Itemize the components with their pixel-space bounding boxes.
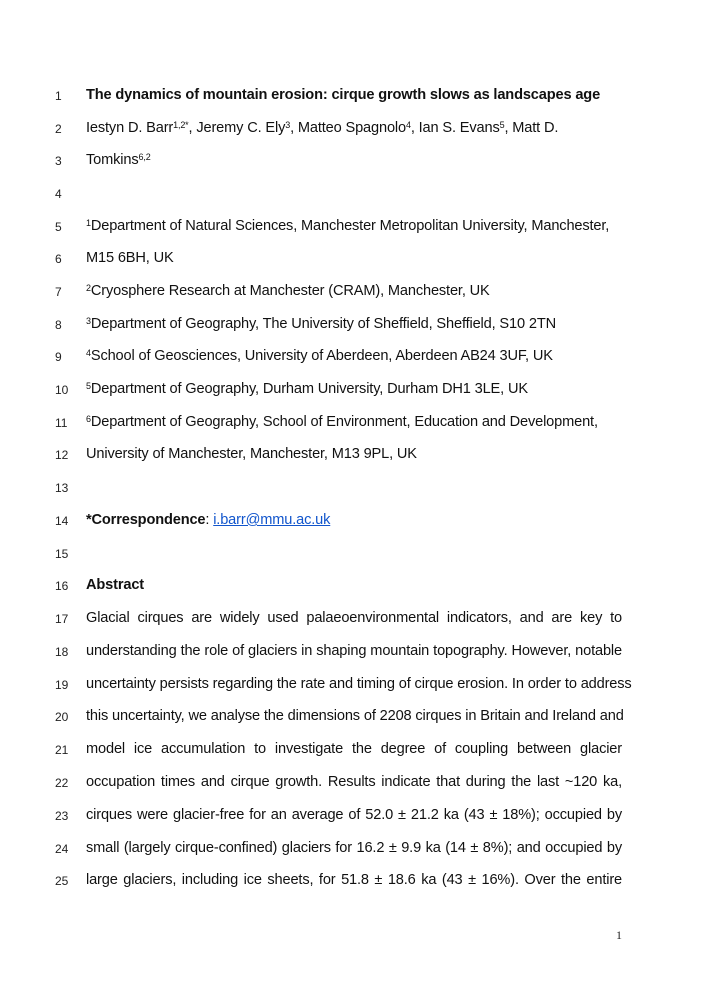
line-number: 15: [55, 547, 69, 561]
line-number: 25: [55, 874, 69, 888]
author-list: [86, 118, 622, 138]
affiliation-text: Department of Geography, Durham University, Durham DH1 3LE, UK: [90, 381, 528, 397]
line-number: 2: [55, 122, 62, 136]
abstract-heading: Abstract: [86, 577, 145, 593]
abstract-line: uncertainty persists regarding the rate and timing of cirque erosion. In order to address: [86, 676, 632, 692]
affiliation-text: Cryosphere Research at Manchester (CRAM), Manchester, UK: [90, 283, 490, 299]
author-name: , Matteo Spagnolo: [290, 120, 406, 136]
line-2: [0, 118, 707, 138]
affiliation-text: Department of Natural Sciences, Manchester Metropolitan University, Manchester,: [90, 218, 610, 234]
author-affiliation-sup: 5: [499, 120, 505, 130]
line-24: [0, 838, 707, 858]
affiliation: [86, 281, 622, 301]
correspondence: [86, 510, 622, 530]
affiliation: [86, 314, 622, 334]
affiliation-sup: 6: [86, 414, 91, 424]
author-name: , Jeremy C. Ely: [188, 120, 286, 136]
line-9: [0, 346, 707, 366]
affiliation: [86, 379, 622, 399]
abstract-line: large glaciers, including ice sheets, for 51.8 ± 18.6 ka (43 ± 16%). Over the entire: [86, 872, 622, 888]
abstract-line: this uncertainty, we analyse the dimensions of 2208 cirques in Britain and Ireland and: [86, 708, 624, 724]
line-11: [0, 412, 707, 432]
line-number: 22: [55, 776, 69, 790]
line-8: [0, 314, 707, 334]
line-15: [0, 543, 707, 563]
affiliation: [86, 248, 622, 268]
affiliation-sup: 4: [86, 348, 91, 358]
line-3: [0, 150, 707, 170]
line-number: 19: [55, 678, 69, 692]
affiliation-text: University of Manchester, Manchester, M13 9PL, UK: [86, 446, 417, 462]
line-number: 5: [55, 220, 62, 234]
affiliation: [86, 346, 622, 366]
correspondence-label: *Correspondence: [86, 512, 206, 528]
line-number: 3: [55, 154, 62, 168]
paper-title: The dynamics of mountain erosion: cirque growth slows as landscapes age: [86, 87, 601, 103]
author-list-continued: [86, 150, 622, 170]
line-number: 13: [55, 481, 69, 495]
page-number: 1: [616, 928, 622, 942]
affiliation-sup: 2: [86, 283, 91, 293]
line-number: 20: [55, 710, 69, 724]
abstract-line: cirques were glacier-free for an average of 52.0 ± 21.2 ka (43 ± 18%); occupied by: [86, 807, 622, 823]
affiliation-sup: 5: [86, 381, 91, 391]
affiliation: [86, 444, 622, 464]
line-number: 18: [55, 645, 69, 659]
author-name: , Ian S. Evans: [410, 120, 500, 136]
line-number: 10: [55, 383, 69, 397]
author-name: Iestyn D. Barr: [86, 120, 174, 136]
affiliation-sup: 1: [86, 218, 91, 228]
affiliation-text: Department of Geography, School of Environment, Education and Development,: [90, 414, 598, 430]
abstract-line: understanding the role of glaciers in shaping mountain topography. However, notable: [86, 643, 622, 659]
correspondence-email-link[interactable]: i.barr@mmu.ac.uk: [213, 512, 331, 528]
line-14: [0, 510, 707, 530]
line-10: [0, 379, 707, 399]
line-20: [0, 706, 707, 726]
author-affiliation-sup: 4: [405, 120, 411, 130]
author-name: Tomkins: [86, 152, 139, 168]
line-18: [0, 641, 707, 661]
line-6: [0, 248, 707, 268]
line-12: [0, 444, 707, 464]
line-23: [0, 805, 707, 825]
line-number: 14: [55, 514, 69, 528]
abstract-line: small (largely cirque-confined) glaciers for 16.2 ± 9.9 ka (14 ± 8%); and occupied by: [86, 840, 622, 856]
line-number: 4: [55, 187, 62, 201]
abstract-line: model ice accumulation to investigate the degree of coupling between glacier: [86, 741, 622, 757]
line-number: 8: [55, 318, 62, 332]
line-1: [0, 85, 707, 105]
affiliation-text: Department of Geography, The University of Sheffield, Sheffield, S10 2TN: [90, 316, 556, 332]
line-number: 16: [55, 579, 69, 593]
line-number: 21: [55, 743, 69, 757]
affiliation-text: School of Geosciences, University of Aberdeen, Aberdeen AB24 3UF, UK: [90, 348, 553, 364]
line-25: [0, 870, 707, 890]
author-name: , Matt D.: [504, 120, 559, 136]
abstract-line: Glacial cirques are widely used palaeoenvironmental indicators, and are key to: [86, 610, 622, 626]
line-17: [0, 608, 707, 628]
author-affiliation-sup: 1,2*: [173, 120, 189, 130]
line-number: 12: [55, 448, 69, 462]
line-number: 7: [55, 285, 62, 299]
line-7: [0, 281, 707, 301]
affiliation-text: M15 6BH, UK: [86, 250, 174, 266]
line-number: 1: [55, 89, 62, 103]
author-affiliation-sup: 3: [285, 120, 291, 130]
line-22: [0, 772, 707, 792]
line-number: 23: [55, 809, 69, 823]
line-21: [0, 739, 707, 759]
author-affiliation-sup: 6,2: [138, 152, 151, 162]
line-16: [0, 575, 707, 595]
line-4: [0, 183, 707, 203]
affiliation-sup: 3: [86, 316, 91, 326]
line-number: 6: [55, 252, 62, 266]
affiliation: [86, 412, 622, 432]
line-19: [0, 674, 707, 694]
line-5: [0, 216, 707, 236]
line-13: [0, 477, 707, 497]
correspondence-separator: :: [205, 512, 214, 528]
line-number: 17: [55, 612, 69, 626]
affiliation: [86, 216, 622, 236]
line-number: 9: [55, 350, 62, 364]
line-number: 11: [55, 416, 68, 430]
line-number: 24: [55, 842, 69, 856]
abstract-line: occupation times and cirque growth. Results indicate that during the last ~120 ka,: [86, 774, 622, 790]
